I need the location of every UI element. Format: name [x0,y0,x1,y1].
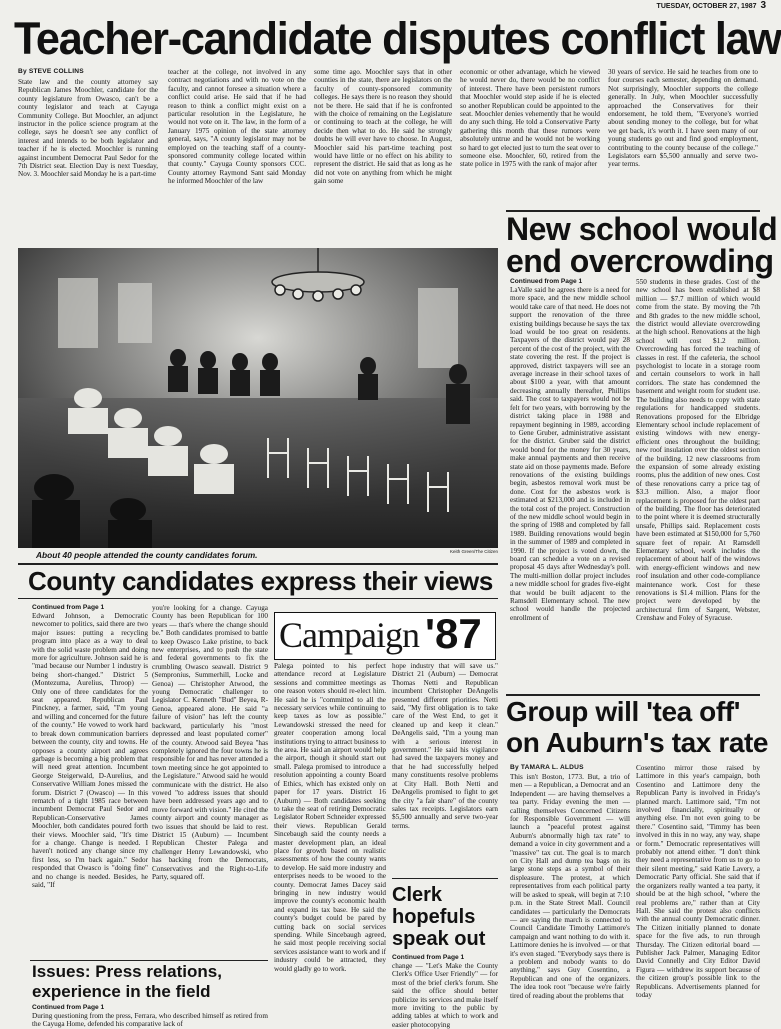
county-col-3: Palega pointed to his perfect attendance record at Legislature sessions and committee meetings as one reason voters should re-elect him. He said he is "committed to all the necessary services while continuing to keep taxes as low as possible." Lewandowski stressed the need for greater cooperation among local institutions trying to attract business to the area. He said an airport would help the airport, though it should start out small. Palega promised to introduce a resolution appointing a county Board of Ethics, which has existed only on paper for 17 years. District 16 (Auburn) — Both candidates seeking to take the seat of retiring Democratic Legislator Robert Schneider expressed their views. Republican Gerald Sincebaugh said the county needs a master development plan, an ideal place for growth based on realistic assessments of how the county wants to develop. He said more industry and enterprises needs to be wooed to the county. Democrat James Dacey said bringing in new industry would improve the county's economic health and expand its tax base. He said the county's budget could be pared by cutting back on social services spending. While Sincebaugh agreed, he said most people receiving social services assistance want to work and if industry could be attracted, they would gladly go to work. [274,662,386,973]
teacher-headline: Teacher-candidate disputes conflict law [14,13,781,64]
school-headline-2: end overcrowding [506,243,774,279]
folio-page: 3 [760,0,766,11]
campaign-87-logo [274,612,496,660]
divider-county [18,598,498,599]
teacher-byline: By STEVE COLLINS [18,68,84,75]
photo-caption: About 40 people attended the county candidates forum. [36,550,258,560]
school-continued: Continued from Page 1 [510,278,583,285]
tea-headline-1: Group will 'tea off' [506,696,740,727]
clerk-body: change — "Let's Make the County Clerk's Office User Friendly" — for most of the brief clerk's forum. She said the office should better publicize its services and make itself more inviting to the public by adding tables at which to work and easier photocopying [392,962,498,1029]
forum-photo-graphic [18,248,498,548]
folio [600,0,766,10]
forum-photo [18,248,498,548]
divider-clerk [392,878,498,879]
school-headline-1: New school would [506,211,778,247]
issues-headline-2: experience in the field [32,982,211,1001]
tea-headline-2: on Auburn's tax rate [506,727,769,758]
divider-photo [18,563,498,565]
issues-body: During questioning from the press, Ferrara, who described himself as retired from the Cayuga Home, defended his comparative lack of [32,1012,268,1029]
tea-col-1: This isn't Boston, 1773. But, a trio of men — a Republican, a Democrat and an Independent — are having themselves a tea party. Friday evening the men — calling themselves Concerned Citizens for Responsible Government — will launch a "peaceful protest against Auburn's abnormally high tax rate" to demand a voice in city government and a "massive" tax cut. The goal is to march on City Hall and dump tea bags on its large stone steps as a symbol of their displeasure. The protest, at which representatives from each political party will be asked to speak, will begin at 7:10 p.m. in the State Street Mall. Council candidates — particularly the Democrats — are saying the march is connected to Council Candidate Timothy Lattimore's campaign and want nothing to do with it. Lattimore denies he is involved — or that it's even staged. "Everybody says there is a problem and nobody wants to do anything," says Guy Cosentino, a Republican and one of the organizers. The idea took root "because we're fairly tired of reading about the problems that [510,773,630,1000]
teacher-col-5: 30 years of service. He said he teaches from one to four courses each semester, depending on demand. Not surprisingly, Moochler supports the college generally. In July, when Moochler successfully approached the Conservatives for their endorsement, he told them, "Everyone's worried about sending money to the college, but for what we get back, it's worth it. I have seen many of our young students go out and find good employment, contributing to the county because of the college." Legislators earn $5,500 annually and serve two-year terms. [608,68,758,169]
campaign-year: '87 [425,610,482,657]
county-headline: County candidates express their views [28,566,493,596]
issues-headline-1: Issues: Press relations, [32,962,222,981]
school-col-2: 550 students in these grades. Cost of the new school has been established at $8 million — $7.7 million of which would come from the state. By moving the 7th and 8th grades to the new middle school, the district would alleviate overcrowding at the high school. Renovations at the high school will cost $1.2 million. Overcrowding has forced the teaching of classes in rest. If the cafeteria, the school psychologist to locate in a storage room and certain counselors to work in hall corridors. The state has condemned the basement and weight room for student use. The building also needs to copy with state regulations for handicapped students. Renovations proposed for the Elbridge Elementary school include replacement of existing windows with new energy-efficient ones throughout the building; new roof insulation over the oldest section of the building. 12 new classrooms from the expansion of some already existing rooms, plus the addition of new ones. Cost of these renovations carry a price tag of $3.3 million. Also, a major floor replacement is proposed for the oldest part of the building. The floor has deteriorated to the point where it is deemed structurally unsafe, Phillips said. Replacement costs have been estimated at $150,000 for 5,760 square feet of repair. At Ramsdell Elementary school, work includes the replacement of about half of the windows with energy-efficient windows and new roof insulation and other code-compliance maintenance work. Cost for these renovations is $1.4 million. Plans for the project were developed by the architectural firm of Sargent, Webster, Crenshaw and Foley of Syracuse. [636,278,760,623]
tea-byline: By TAMARA L. ALDUS [510,764,584,771]
tea-col-2: Cosentino mirror those raised by Lattimore in this year's campaign, both Cosentino and Lattimore deny the Republican Party is involved in Friday's planned march. Lattimore said, "I'm not involved financially, spiritually or anything else. I'm not even going to be there." Cosentino said, "Timmy has been involved in this in no way, any way, shape or form." Democratic representatives will probably not attend either. "I don't think they need a representative from us to go to their silent meeting," said Katie Lavery, a Democratic Party official. She said that if the organizers really wanted a tea party, it should be at the high school, "where the real problems are," rather than at City Hall. She said the protest also conflicts with the annual county Democratic dinner. The Citizen initially planned to donate space for the five ads, to run through Thursday. The Citizen editorial board — Publisher Jack Palmer, Managing Editor David Connelly and City Editor David Figura — withdrew its support because of the citizen group's possible link to the Republicans. Advertisements planned for today [636,764,760,999]
clerk-headline: Clerk hopefuls speak out [392,884,486,950]
teacher-col-1: State law and the county attorney say Republican James Moochler, candidate for the county legislature from Owasco, can't be a county legislator and teach at Cayuga Community College. But Moochler, an adjunct instructor in the police science program at the college, says he doesn't see any conflict of interest and intends to be both legislator and teacher if he is elected. Moochler is running against incumbent Democrat Paul Sedor for the 7th District seat. Election Day is next Tuesday, Nov. 3. Moochler said Monday he is a part-time [18,78,158,179]
campaign-word: Campaign [279,615,419,655]
clerk-continued: Continued from Page 1 [392,954,465,961]
school-col-1: LaValle said he agrees there is a need for more space, and the new middle school would take care of that need. He does not support the renovation of the three existing buildings because he says the tax load would be too great on residents. Taxpayers of the district would pay 28 percent of the cost of the project, with the state covering the rest. If the project is approved, district taxpayers will see an average increase in their school taxes of about $100 a year, with that amount decreasing annually thereafter, Phillips said. The cost to taxpayers would not be felt for two years, with borrowing by the district taking place in 1988 and repayment beginning in 1989, according to Gene Gruber, administrative assistant for the district. Gruber said the district would bond for the money for 30 years, make annual payments and then receive state aid on those payments made. Before renovations of the existing buildings begin, asbestos removal work must be done. Cost for the asbestos work is estimated at $213,000 and is included in the total cost of the project. Construction of the new middle school would begin in the spring of 1988 and completed by fall 1989. Building renovations would begin in the summer of 1989 and completed in 1990. If the project is voted down, the board can schedule a vote on a revised proposal 45 days after Wednesday's poll. The multi-million dollar project includes a new middle school for grades five-eight that would be built adjacent to the Ramsdell Elementary school. The new school would handle the projected enrollment of [510,286,630,622]
teacher-col-4: economic or other advantage, which he viewed he would never do, there would be no conflict of interest. There have been persistent rumors that Moochler would step aside if he is elected so another Republican could be appointed to the seat. Moochler denies vehemently that he would do any such thing. He told a Conservative Party gathering this month that these rumors were absolutely untrue and he would not be working so hard to get elected just to turn the seat over to someone else. Moochler, 60, retired from the state police in 1975 with the rank of major after [460,68,600,169]
county-col-2: you're looking for a change. Cayuga County has been Republican for 100 years — that's where the change should be." Both candidates promised to battle to keep Owasco Lake pristine, to back new enterprises, and to push the state and federal governments to fix the crumbling Owasco seawall. District 9 (Sempronius, Summerhill, Locke and Genoa) — Christopher Atwood, the young Democratic challenger to Legislator C. Kenneth "Bud" Beyea, R-Genoa, appeared alone. He said "a failure of vision" has left the county backward, particularly his "most depressed and least populated corner" of the county. Atwood said Beyea "has completely ignored the four towns he is responsible for and has never attended a town meeting since he got appointed to the Legislature." Atwood said he would communicate with the district. He also vowed "to address issues that should have been addressed years ago and to move forward with vision." He cited the county airport and county manager as two issues that should be laid to rest. District 15 (Auburn) — Incumbent Republican Chester Palega and challenger Henry Lewandowski, who has backing from the Democrats, Conservatives and the Right-to-Life Party, squared off. [152,604,268,881]
folio-date: TUESDAY, OCTOBER 27, 1987 [656,3,757,10]
photo-credit: Keith Green/The Citizen [449,549,498,554]
issues-continued: Continued from Page 1 [32,1004,105,1011]
county-col-4: hope industry that will save us." District 21 (Auburn) — Democrat Thomas Netti and Republican incumbent Christopher DeAngelis presented different priorities. Netti said, "My first obligation is to take care of the West End, to get it cleaned up and keep it clean." DeAngelis said, "I'm a young man with a serious interest in government." He said his vigilance had saved the taxpayers money and that he had successfully helped many constituents resolve problems at City Hall. Both Netti and DeAngelis promised to fight to get the city "a fair share" of the county sales tax receipts. Legislators earn $5,500 annually and serve two-year terms. [392,662,498,830]
county-continued: Continued from Page 1 [32,604,105,611]
teacher-col-2: teacher at the college, not involved in any contract negotiations and with no vote on the faculty, and cannot foresee a situation where a conflict could arise. He said that if he had reason to think a conflict might exist on a particular resolution in the Legislature, he would not vote on it. The law, in the form of a January 1975 opinion of the state attorney general, says, "A county legislator may not be employed on the teaching staff of a county-sponsored community college located within that county." Cayuga County sponsors CCC. County attorney Raymond Sant said Monday he informed Moochler of the law [168,68,306,186]
county-col-1: Edward Johnson, a Democratic newcomer to politics, said there are two major issues: putting a recycling program into place as a way to deal with the solid waste problem and doing more for agriculture. Johnson said he is "mad because our Number 1 industry is being short-changed." District 5 (Montezuma, Aurelius, Throop) — Only one of three candidates for the seat appeared. Republican Paul Pinckney, a farmer, said, "I'm young and willing and concerned for the future of the county." He vowed to work hard to break down communication barriers between the county, city and towns. He opposes a county airport and agrees garbage is becoming a big problem that will need great attention. Incumbent George Steigerwald, D-Aurelius, and Conservative William Jones missed the forum. District 7 (Owasco) — In this rematch of a tight 1985 race between incumbent Democrat Paul Sedor and Republican-Conservative James Moochler, both candidates poured forth their views. Moochler said, "It's time for a change. Change is needed. I haven't noticed any change since my first less, so I'm back again." Sedor responded that Owasco is "doing fine" and no change is needed. Besides, he said, "If [32,612,148,889]
divider-issues [30,960,268,961]
teacher-col-3: some time ago. Moochler says that in other counties in the state, there are legislators on the faculty of county-sponsored community colleges. He says there is no reason they should not be there. He said that if he is confronted with the choice of remaining on the Legislature or continuing to teach at the college, he will decide then what to do. He said he strongly doubts he will ever have to choose. In August, Moochler said his part-time teaching post would have little or no effect on his ability to represent the district. He said that as long as he did not vote on anything from which he might gain some [314,68,452,186]
